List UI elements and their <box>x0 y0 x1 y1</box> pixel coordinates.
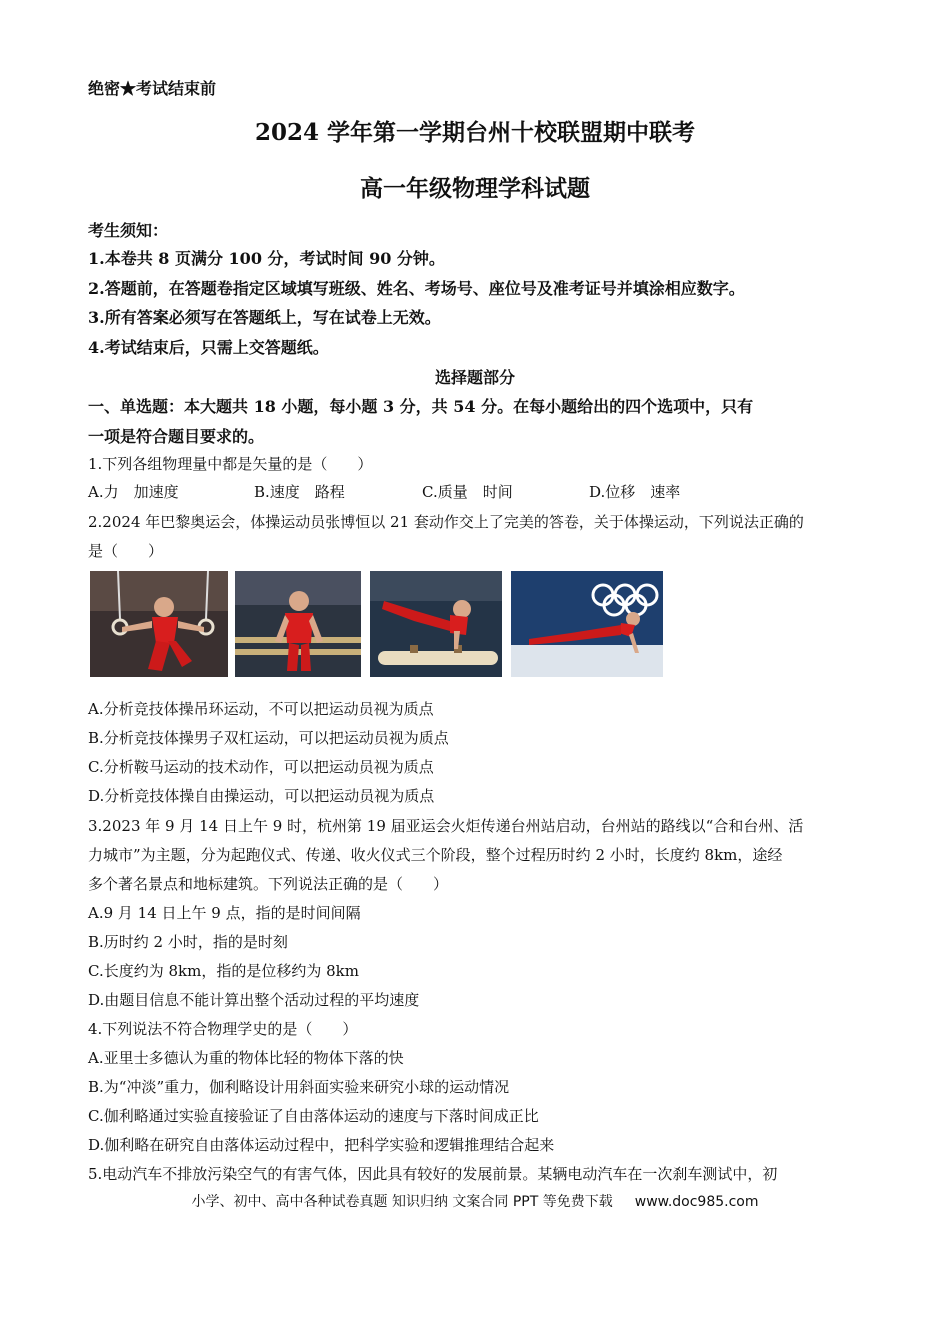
question-2-stem: 是（ ） <box>88 542 164 560</box>
rings-photo <box>90 571 228 677</box>
question-5-stem: 5.电动汽车不排放污染空气的有害气体，因此具有较好的发展前景。某辆电动汽车在一次刹车测试中，初 <box>88 1165 778 1183</box>
footer-url[interactable]: www.doc985.com <box>634 1194 759 1210</box>
question-2-option-c: C.分析鞍马运动的技术动作，可以把运动员视为质点 <box>88 758 434 776</box>
question-4-option-c: C.伽利略通过实验直接验证了自由落体运动的速度与下落时间成正比 <box>88 1107 539 1125</box>
option-c: C.质量 时间 <box>422 483 513 501</box>
question-4-option-a: A.亚里士多德认为重的物体比轻的物体下落的快 <box>88 1049 404 1067</box>
section-instruction: 一项是符合题目要求的。 <box>88 427 265 446</box>
question-2-option-a: A.分析竞技体操吊环运动，不可以把运动员视为质点 <box>88 700 434 718</box>
pommel-horse-photo <box>370 571 502 677</box>
option-d: D.位移 速率 <box>589 483 681 501</box>
option-b: B.速度 路程 <box>254 483 345 501</box>
floor-exercise-photo <box>511 571 663 677</box>
notice-item: 4.考试结束后，只需上交答题纸。 <box>88 338 329 357</box>
notice-item: 1.本卷共 8 页满分 100 分，考试时间 90 分钟。 <box>88 249 445 268</box>
option-a: A.力 加速度 <box>88 483 179 501</box>
question-4-stem: 4.下列说法不符合物理学史的是（ ） <box>88 1020 358 1038</box>
exam-subtitle: 高一年级物理学科试题 <box>360 175 590 202</box>
notice-item: 3.所有答案必须写在答题纸上，写在试卷上无效。 <box>88 308 441 327</box>
notice-heading: 考生须知： <box>88 221 169 240</box>
question-3-stem: 力城市”为主题，分为起跑仪式、传递、收火仪式三个阶段，整个过程历时约 2 小时，长度约 8km，途经 <box>88 846 783 864</box>
question-3-option-b: B.历时约 2 小时，指的是时刻 <box>88 933 288 951</box>
question-2-option-d: D.分析竞技体操自由操运动，可以把运动员视为质点 <box>88 787 435 805</box>
section-title: 选择题部分 <box>434 368 515 387</box>
question-2-stem: 2.2024 年巴黎奥运会，体操运动员张博恒以 21 套动作交上了完美的答卷，关于体操运动，下列说法正确的 <box>88 513 804 531</box>
question-2-option-b: B.分析竞技体操男子双杠运动，可以把运动员视为质点 <box>88 729 449 747</box>
question-1-stem: 1.下列各组物理量中都是矢量的是（ ） <box>88 455 373 473</box>
question-4-option-b: B.为“冲淡”重力，伽利略设计用斜面实验来研究小球的运动情况 <box>88 1078 510 1096</box>
page-footer <box>0 1191 950 1211</box>
question-4-option-d: D.伽利略在研究自由落体运动过程中，把科学实验和逻辑推理结合起来 <box>88 1136 555 1154</box>
question-3-option-c: C.长度约为 8km，指的是位移约为 8km <box>88 962 359 980</box>
parallel-bars-photo <box>235 571 361 677</box>
notice-item: 2.答题前，在答题卷指定区域填写班级、姓名、考场号、座位号及准考证号并填涂相应数字。 <box>88 279 745 298</box>
question-3-stem: 多个著名景点和地标建筑。下列说法正确的是（ ） <box>88 875 449 893</box>
footer-text: 小学、初中、高中各种试卷真题 知识归纳 文案合同 PPT 等免费下载 <box>191 1194 613 1210</box>
question-3-option-a: A.9 月 14 日上午 9 点，指的是时间间隔 <box>88 904 361 922</box>
section-instruction: 一、单选题：本大题共 18 小题，每小题 3 分，共 54 分。在每小题给出的四个选项中，只有 <box>88 397 754 416</box>
question-3-option-d: D.由题目信息不能计算出整个活动过程的平均速度 <box>88 991 420 1009</box>
question-3-stem: 3.2023 年 9 月 14 日上午 9 时，杭州第 19 届亚运会火炬传递台州站启动，台州站的路线以“合和台州、活 <box>88 817 804 835</box>
confidential-label: 绝密★考试结束前 <box>88 79 217 98</box>
exam-title: 2024 学年第一学期台州十校联盟期中联考 <box>254 119 696 146</box>
